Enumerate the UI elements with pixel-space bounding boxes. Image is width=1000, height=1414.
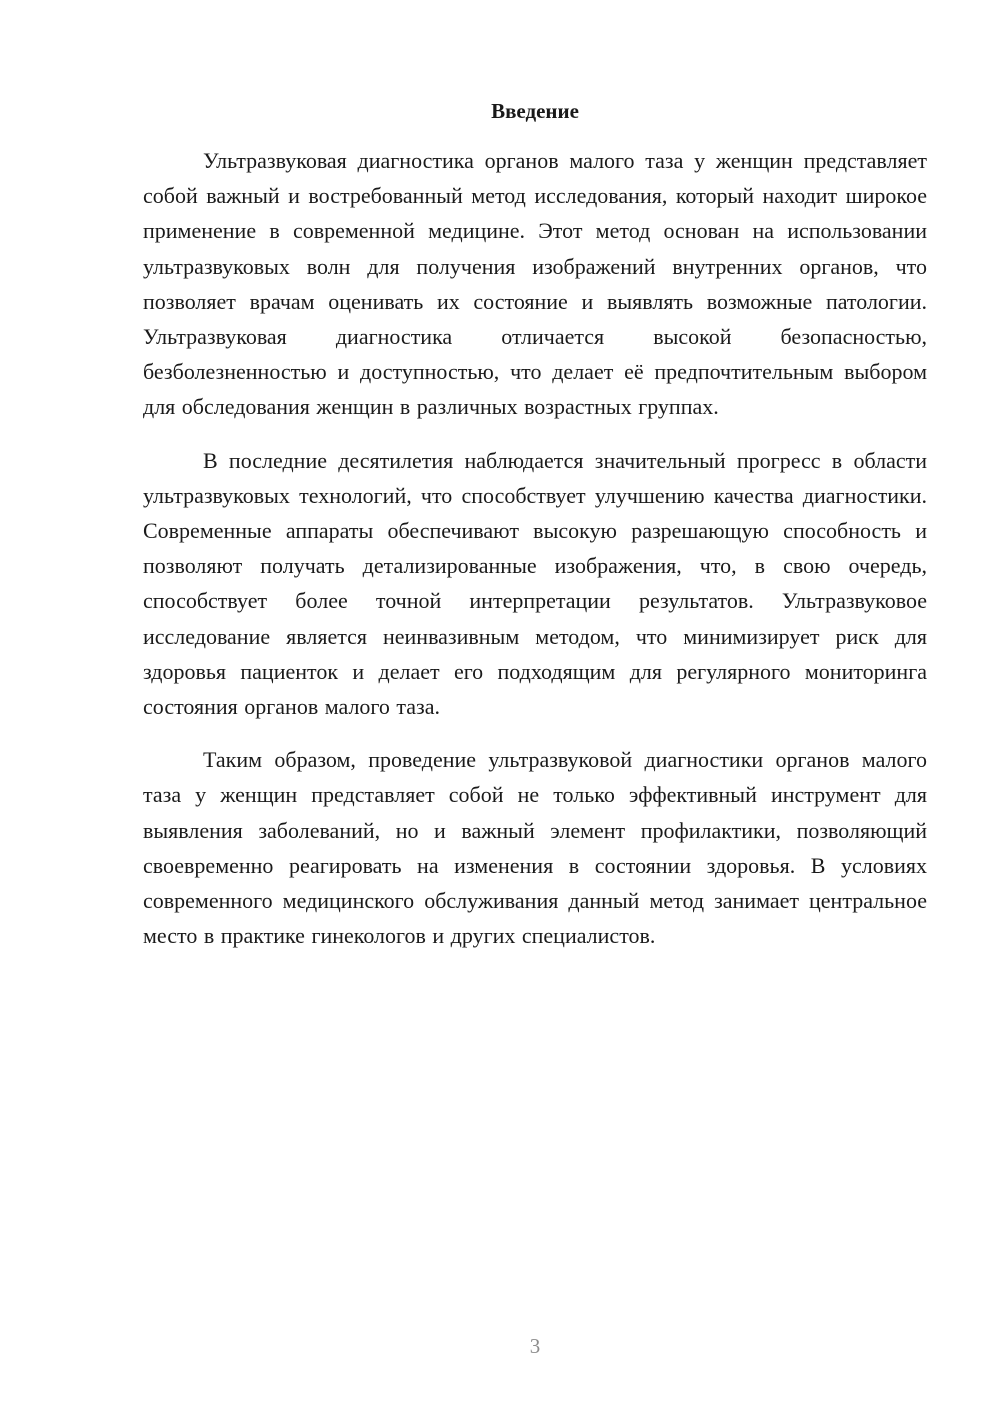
section-heading: Введение	[491, 99, 579, 123]
paragraph-1: Ультразвуковая диагностика органов малого таза у женщин представляет собой важный и востребованный метод исследования, который находит широкое применение в современной медицине. Этот метод основан на использовании ультразвуковых волн для получения изображений внутренних органов, что позволяет врачам оценивать их состояние и выявлять возможные патологии. Ультразвуковая диагностика отличается высокой безопасностью, безболезненностью и доступностью, что делает её предпочтительным выбором для обследования женщин в различных возрастных группах.	[143, 148, 927, 420]
page-number: 3	[529, 1334, 541, 1358]
paragraph-2: В последние десятилетия наблюдается значительный прогресс в области ультразвуковых технологий, что способствует улучшению качества диагностики. Современные аппараты обеспечивают высокую разрешающую способность и позволяют получать детализированные изображения, что, в свою очередь, способствует более точной интерпретации результатов. Ультразвуковое исследование является неинвазивным методом, что минимизирует риск для здоровья пациенток и делает его подходящим для регулярного мониторинга состояния органов малого таза.	[143, 447, 927, 720]
paragraph-3: Таким образом, проведение ультразвуковой диагностики органов малого таза у женщин представляет собой не только эффективный инструмент для выявления заболеваний, но и важный элемент профилактики, позволяющий своевременно реагировать на изменения в состоянии здоровья. В условиях современного медицинского обслуживания данный метод занимает центральное место в практике гинекологов и других специалистов.	[143, 747, 927, 949]
document-body	[143, 143, 927, 971]
